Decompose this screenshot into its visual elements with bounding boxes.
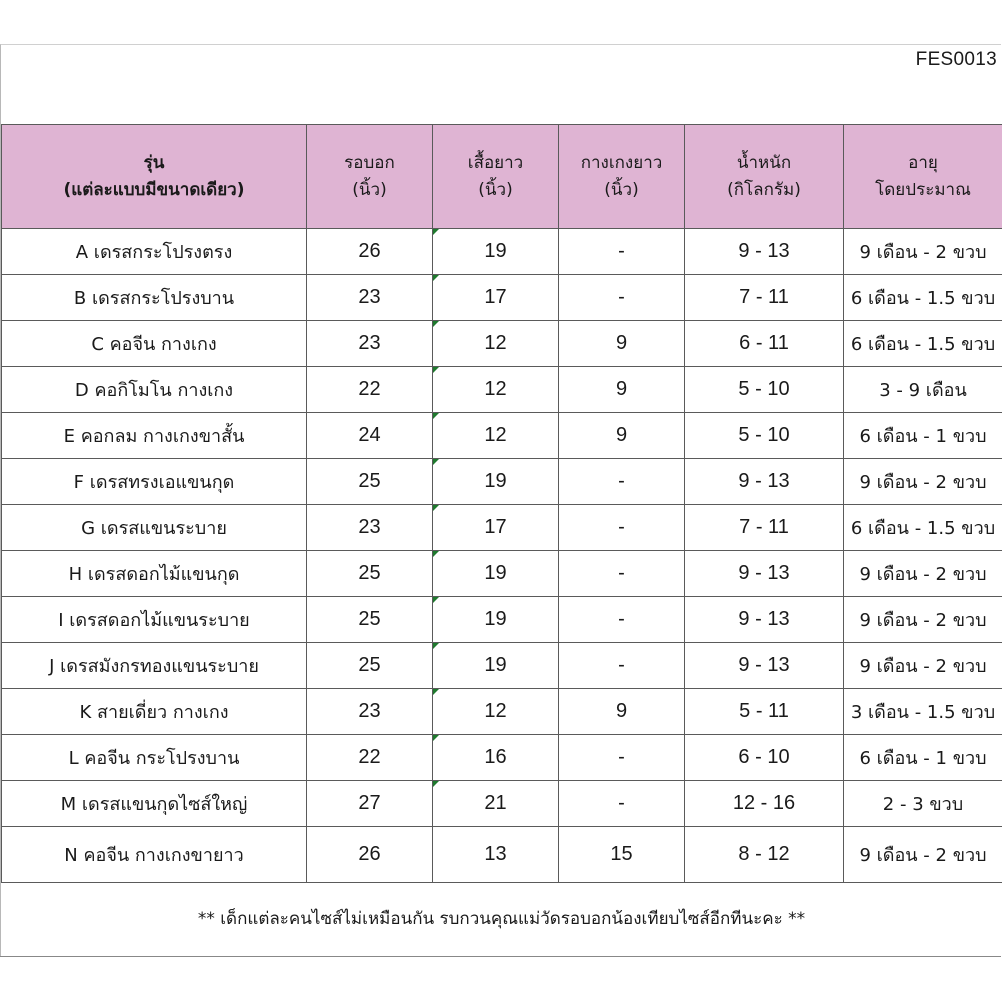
cell-weight: 7 - 11: [685, 505, 844, 551]
cell-shirt: 12: [433, 321, 559, 367]
cell-chest: 25: [307, 459, 433, 505]
cell-weight: 7 - 11: [685, 275, 844, 321]
cell-chest: 23: [307, 689, 433, 735]
header-chest: รอบอก (นิ้ว): [307, 125, 433, 229]
cell-age: 2 - 3 ขวบ: [844, 781, 1002, 827]
cell-age: 9 เดือน - 2 ขวบ: [844, 643, 1002, 689]
table-row: [2, 827, 1002, 883]
header-age: อายุ โดยประมาณ: [844, 125, 1002, 229]
cell-weight: 6 - 10: [685, 735, 844, 781]
size-table: [1, 124, 1002, 883]
table-row: [2, 459, 1002, 505]
cell-pants: -: [559, 229, 685, 275]
cell-age: 3 เดือน - 1.5 ขวบ: [844, 689, 1002, 735]
cell-weight: 5 - 11: [685, 689, 844, 735]
cell-weight: 12 - 16: [685, 781, 844, 827]
cell-age: 9 เดือน - 2 ขวบ: [844, 459, 1002, 505]
cell-pants: 9: [559, 689, 685, 735]
cell-model: K สายเดี่ยว กางเกง: [2, 689, 307, 735]
cell-weight: 5 - 10: [685, 367, 844, 413]
cell-shirt: 21: [433, 781, 559, 827]
cell-weight: 9 - 13: [685, 459, 844, 505]
cell-age: 3 - 9 เดือน: [844, 367, 1002, 413]
cell-pants: -: [559, 735, 685, 781]
cell-chest: 23: [307, 505, 433, 551]
table-row: [2, 413, 1002, 459]
header-shirt-length: เสื้อยาว (นิ้ว): [433, 125, 559, 229]
cell-model: A เดรสกระโปรงตรง: [2, 229, 307, 275]
cell-age: 6 เดือน - 1 ขวบ: [844, 735, 1002, 781]
cell-chest: 25: [307, 597, 433, 643]
cell-model: L คอจีน กระโปรงบาน: [2, 735, 307, 781]
cell-weight: 8 - 12: [685, 827, 844, 883]
cell-age: 9 เดือน - 2 ขวบ: [844, 597, 1002, 643]
cell-weight: 9 - 13: [685, 551, 844, 597]
cell-age: 9 เดือน - 2 ขวบ: [844, 551, 1002, 597]
cell-pants: -: [559, 551, 685, 597]
header-pants-length: กางเกงยาว (นิ้ว): [559, 125, 685, 229]
cell-weight: 9 - 13: [685, 597, 844, 643]
table-header-row: [2, 125, 1002, 229]
cell-model: H เดรสดอกไม้แขนกุด: [2, 551, 307, 597]
cell-model: C คอจีน กางเกง: [2, 321, 307, 367]
cell-pants: 9: [559, 413, 685, 459]
cell-chest: 26: [307, 827, 433, 883]
cell-age: 9 เดือน - 2 ขวบ: [844, 827, 1002, 883]
cell-weight: 5 - 10: [685, 413, 844, 459]
cell-chest: 22: [307, 735, 433, 781]
cell-model: J เดรสมังกรทองแขนระบาย: [2, 643, 307, 689]
cell-model: I เดรสดอกไม้แขนระบาย: [2, 597, 307, 643]
cell-pants: 9: [559, 321, 685, 367]
table-row: [2, 321, 1002, 367]
header-model: รุ่น (แต่ละแบบมีขนาดเดียว): [2, 125, 307, 229]
cell-shirt: 12: [433, 367, 559, 413]
cell-age: 6 เดือน - 1.5 ขวบ: [844, 505, 1002, 551]
cell-model: E คอกลม กางเกงขาสั้น: [2, 413, 307, 459]
header-weight: น้ำหนัก (กิโลกรัม): [685, 125, 844, 229]
cell-chest: 23: [307, 321, 433, 367]
table-row: [2, 643, 1002, 689]
cell-pants: 9: [559, 367, 685, 413]
cell-shirt: 19: [433, 597, 559, 643]
cell-age: 9 เดือน - 2 ขวบ: [844, 229, 1002, 275]
cell-chest: 27: [307, 781, 433, 827]
cell-pants: -: [559, 459, 685, 505]
cell-pants: -: [559, 643, 685, 689]
cell-model: F เดรสทรงเอแขนกุด: [2, 459, 307, 505]
cell-chest: 22: [307, 367, 433, 413]
table-row: [2, 367, 1002, 413]
table-row: [2, 597, 1002, 643]
size-chart-sheet: [0, 44, 1001, 957]
table-row: [2, 735, 1002, 781]
cell-model: N คอจีน กางเกงขายาว: [2, 827, 307, 883]
cell-age: 6 เดือน - 1 ขวบ: [844, 413, 1002, 459]
cell-chest: 24: [307, 413, 433, 459]
cell-pants: -: [559, 275, 685, 321]
cell-shirt: 12: [433, 413, 559, 459]
size-note: ** เด็กแต่ละคนไซส์ไม่เหมือนกัน รบกวนคุณแม่วัดรอบอกน้องเทียบไซส์อีกทีนะคะ **: [197, 909, 806, 929]
cell-shirt: 19: [433, 459, 559, 505]
cell-model: D คอกิโมโน กางเกง: [2, 367, 307, 413]
cell-age: 6 เดือน - 1.5 ขวบ: [844, 321, 1002, 367]
cell-shirt: 19: [433, 229, 559, 275]
table-row: [2, 505, 1002, 551]
cell-model: M เดรสแขนกุดไซส์ใหญ่: [2, 781, 307, 827]
cell-model: G เดรสแขนระบาย: [2, 505, 307, 551]
cell-chest: 23: [307, 275, 433, 321]
cell-shirt: 13: [433, 827, 559, 883]
table-row: [2, 689, 1002, 735]
cell-age: 6 เดือน - 1.5 ขวบ: [844, 275, 1002, 321]
table-row: [2, 229, 1002, 275]
cell-chest: 26: [307, 229, 433, 275]
cell-shirt: 16: [433, 735, 559, 781]
bottom-divider: [0, 956, 1001, 957]
table-row: [2, 551, 1002, 597]
product-code: FES0013: [915, 49, 997, 70]
table-row: [2, 275, 1002, 321]
cell-shirt: 19: [433, 551, 559, 597]
cell-pants: -: [559, 597, 685, 643]
cell-weight: 9 - 13: [685, 643, 844, 689]
cell-weight: 9 - 13: [685, 229, 844, 275]
cell-shirt: 17: [433, 275, 559, 321]
cell-pants: 15: [559, 827, 685, 883]
cell-chest: 25: [307, 643, 433, 689]
cell-shirt: 19: [433, 643, 559, 689]
cell-shirt: 12: [433, 689, 559, 735]
cell-weight: 6 - 11: [685, 321, 844, 367]
cell-shirt: 17: [433, 505, 559, 551]
cell-pants: -: [559, 505, 685, 551]
table-row: [2, 781, 1002, 827]
cell-chest: 25: [307, 551, 433, 597]
cell-model: B เดรสกระโปรงบาน: [2, 275, 307, 321]
cell-pants: -: [559, 781, 685, 827]
